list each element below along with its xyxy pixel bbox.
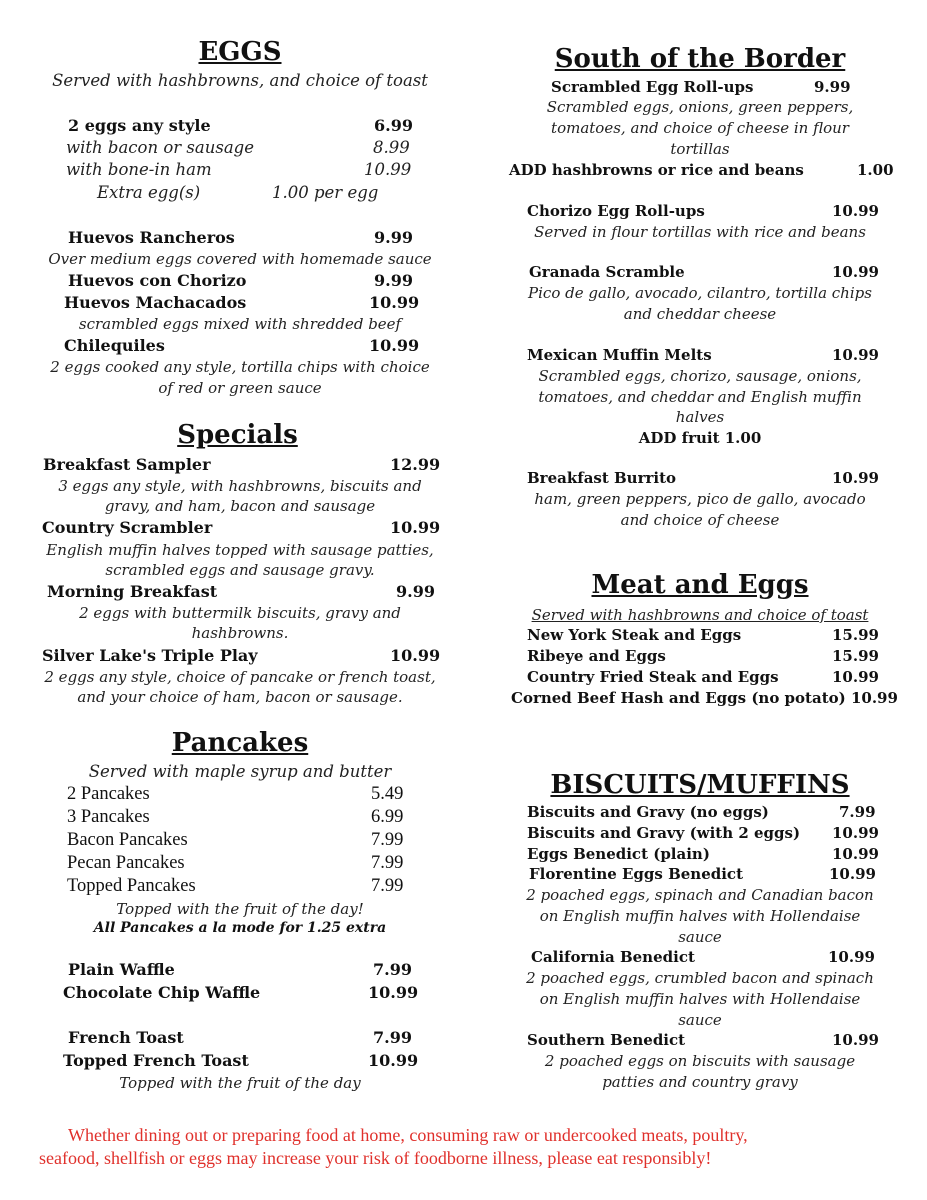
meat-subtitle: Served with hashbrowns and choice of toast bbox=[531, 606, 869, 624]
item-name: Silver Lake's Triple Play bbox=[42, 646, 258, 665]
item-description: ham, green peppers, pico de gallo, avocado bbox=[534, 490, 866, 508]
add-fruit-note: ADD fruit 1.00 bbox=[638, 429, 762, 447]
item-name: Mexican Muffin Melts bbox=[527, 346, 712, 364]
item-price: 10.99 bbox=[390, 646, 441, 665]
item-description: of red or green sauce bbox=[158, 379, 322, 397]
item-description: Scrambled eggs, onions, green peppers, bbox=[546, 98, 854, 116]
item-name: French Toast bbox=[68, 1028, 184, 1047]
item-name: Plain Waffle bbox=[68, 960, 175, 979]
item-name: Country Fried Steak and Eggs bbox=[527, 668, 779, 686]
item-name: Biscuits and Gravy (no eggs) bbox=[527, 803, 769, 821]
item-price: 10.99 bbox=[832, 845, 879, 863]
pancakes-subtitle: Served with maple syrup and butter bbox=[88, 762, 392, 781]
item-description: 2 eggs with buttermilk biscuits, gravy and bbox=[79, 604, 401, 622]
item-name: with bone-in ham bbox=[66, 160, 212, 179]
item-name: Breakfast Burrito bbox=[527, 469, 677, 487]
item-price: 10.99 bbox=[832, 202, 879, 220]
item-name: Country Scrambler bbox=[42, 518, 213, 537]
item-name: Scrambled Egg Roll-ups bbox=[551, 78, 754, 96]
item-description: patties and country gravy bbox=[602, 1073, 798, 1091]
item-price: 10.99 bbox=[368, 983, 419, 1002]
item-price: 10.99 bbox=[368, 1051, 419, 1070]
item-name: with bacon or sausage bbox=[66, 138, 254, 157]
item-description: scrambled eggs and sausage gravy. bbox=[105, 561, 375, 579]
pancake-item-price: 6.99 bbox=[371, 807, 404, 827]
item-description: 2 poached eggs, spinach and Canadian bacon bbox=[526, 886, 874, 904]
item-name: Chilequiles bbox=[64, 336, 165, 355]
item-price: 1.00 per egg bbox=[272, 183, 379, 202]
item-price: 7.99 bbox=[839, 803, 876, 821]
pancake-item-price: 7.99 bbox=[371, 853, 404, 873]
item-price: 10.99 bbox=[390, 518, 441, 537]
item-name: Huevos con Chorizo bbox=[68, 271, 247, 290]
item-price: 9.99 bbox=[374, 271, 413, 290]
item-price: 10.99 bbox=[832, 1031, 879, 1049]
pancake-item-price: 7.99 bbox=[371, 876, 404, 896]
item-name: Corned Beef Hash and Eggs (no potato) 10.99 bbox=[511, 689, 898, 707]
food-safety-warning-line: seafood, shellfish or eggs may increase your risk of foodborne illness, please eat responsibly! bbox=[39, 1148, 712, 1168]
item-price: 9.99 bbox=[374, 228, 413, 247]
item-description: Served in flour tortillas with rice and beans bbox=[534, 223, 866, 241]
pancake-item-price: 5.49 bbox=[371, 784, 404, 804]
item-description: Over medium eggs covered with homemade sauce bbox=[48, 250, 432, 268]
pancake-item-price: 7.99 bbox=[371, 830, 404, 850]
item-name: 2 eggs any style bbox=[68, 116, 211, 135]
item-description: and choice of cheese bbox=[620, 511, 780, 529]
pancake-item-name: Bacon Pancakes bbox=[67, 830, 188, 850]
item-price: 10.99 bbox=[369, 336, 420, 355]
item-name: Extra egg(s) bbox=[97, 183, 201, 202]
item-name: Chocolate Chip Waffle bbox=[63, 983, 261, 1002]
item-price: 6.99 bbox=[374, 116, 413, 135]
item-description: English muffin halves topped with sausage patties, bbox=[46, 541, 434, 559]
item-price: 1.00 bbox=[857, 161, 894, 179]
item-price: 10.99 bbox=[828, 948, 875, 966]
item-description: Pico de gallo, avocado, cilantro, tortilla chips bbox=[528, 284, 872, 302]
item-price: 10.99 bbox=[832, 668, 879, 686]
specials-heading: Specials bbox=[177, 420, 298, 450]
item-name: California Benedict bbox=[531, 948, 695, 966]
border-heading: South of the Border bbox=[554, 44, 846, 74]
biscuits-heading: BISCUITS/MUFFINS bbox=[550, 770, 850, 800]
item-name: Granada Scramble bbox=[529, 263, 685, 281]
item-description: gravy, and ham, bacon and sausage bbox=[104, 497, 376, 515]
item-description: tomatoes, and choice of cheese in flour bbox=[551, 119, 849, 137]
item-price: 12.99 bbox=[390, 455, 441, 474]
item-name: Breakfast Sampler bbox=[43, 455, 211, 474]
item-description: sauce bbox=[678, 928, 722, 946]
item-price: 7.99 bbox=[373, 1028, 412, 1047]
item-description: 2 poached eggs, crumbled bacon and spinach bbox=[526, 969, 874, 987]
item-price: 15.99 bbox=[832, 626, 879, 644]
item-description: Scrambled eggs, chorizo, sausage, onions, bbox=[538, 367, 862, 385]
item-name: Huevos Rancheros bbox=[68, 228, 235, 247]
item-price: 8.99 bbox=[373, 138, 410, 157]
item-description: and cheddar cheese bbox=[623, 305, 777, 323]
item-price: 10.99 bbox=[832, 263, 879, 281]
item-name: Eggs Benedict (plain) bbox=[527, 845, 710, 863]
pancake-item-name: 2 Pancakes bbox=[67, 784, 150, 804]
item-price: 7.99 bbox=[373, 960, 412, 979]
item-description: tomatoes, and cheddar and English muffin bbox=[538, 388, 862, 406]
item-price: 10.99 bbox=[832, 824, 879, 842]
item-price: 10.99 bbox=[832, 346, 879, 364]
item-name: New York Steak and Eggs bbox=[527, 626, 742, 644]
item-price: 10.99 bbox=[369, 293, 420, 312]
item-description: halves bbox=[675, 408, 725, 426]
item-name: Topped French Toast bbox=[63, 1051, 249, 1070]
item-name: ADD hashbrowns or rice and beans bbox=[509, 161, 804, 179]
meat-heading: Meat and Eggs bbox=[591, 570, 809, 600]
item-name: Ribeye and Eggs bbox=[527, 647, 666, 665]
item-description: tortillas bbox=[670, 140, 730, 158]
item-price: 15.99 bbox=[832, 647, 879, 665]
item-price: 9.99 bbox=[814, 78, 851, 96]
item-description: 2 eggs cooked any style, tortilla chips with choice bbox=[50, 358, 430, 376]
item-description: and your choice of ham, bacon or sausage. bbox=[77, 688, 403, 706]
item-name: Morning Breakfast bbox=[47, 582, 218, 601]
pancake-item-name: Topped Pancakes bbox=[67, 876, 196, 896]
item-description: 2 poached eggs on biscuits with sausage bbox=[544, 1052, 856, 1070]
pancake-item-name: 3 Pancakes bbox=[67, 807, 150, 827]
pancakes-topped-note: Topped with the fruit of the day! bbox=[116, 900, 364, 918]
item-name: Huevos Machacados bbox=[64, 293, 247, 312]
item-price: 9.99 bbox=[396, 582, 435, 601]
item-price: 10.99 bbox=[364, 160, 412, 179]
item-description: 2 eggs any style, choice of pancake or french toast, bbox=[44, 668, 436, 686]
item-description: on English muffin halves with Hollendaise bbox=[539, 907, 861, 925]
item-name: Southern Benedict bbox=[527, 1031, 686, 1049]
item-price: 10.99 bbox=[829, 865, 876, 883]
item-name: Biscuits and Gravy (with 2 eggs) bbox=[527, 824, 801, 842]
item-description: hashbrowns. bbox=[191, 624, 289, 642]
eggs-heading: EGGS bbox=[198, 37, 282, 67]
pancakes-ala-mode-note: All Pancakes a la mode for 1.25 extra bbox=[93, 920, 387, 936]
item-price: 10.99 bbox=[832, 469, 879, 487]
item-description: 3 eggs any style, with hashbrowns, biscuits and bbox=[58, 477, 422, 495]
item-description: on English muffin halves with Hollendaise bbox=[539, 990, 861, 1008]
item-name: Florentine Eggs Benedict bbox=[529, 865, 743, 883]
french-toast-note: Topped with the fruit of the day bbox=[119, 1074, 361, 1092]
food-safety-warning-line: Whether dining out or preparing food at home, consuming raw or undercooked meats, poultry, bbox=[68, 1125, 748, 1145]
item-name: Chorizo Egg Roll-ups bbox=[527, 202, 705, 220]
eggs-subtitle: Served with hashbrowns, and choice of toast bbox=[52, 71, 428, 90]
pancake-item-name: Pecan Pancakes bbox=[67, 853, 185, 873]
item-description: scrambled eggs mixed with shredded beef bbox=[78, 315, 402, 333]
pancakes-heading: Pancakes bbox=[171, 728, 309, 758]
item-description: sauce bbox=[678, 1011, 722, 1029]
